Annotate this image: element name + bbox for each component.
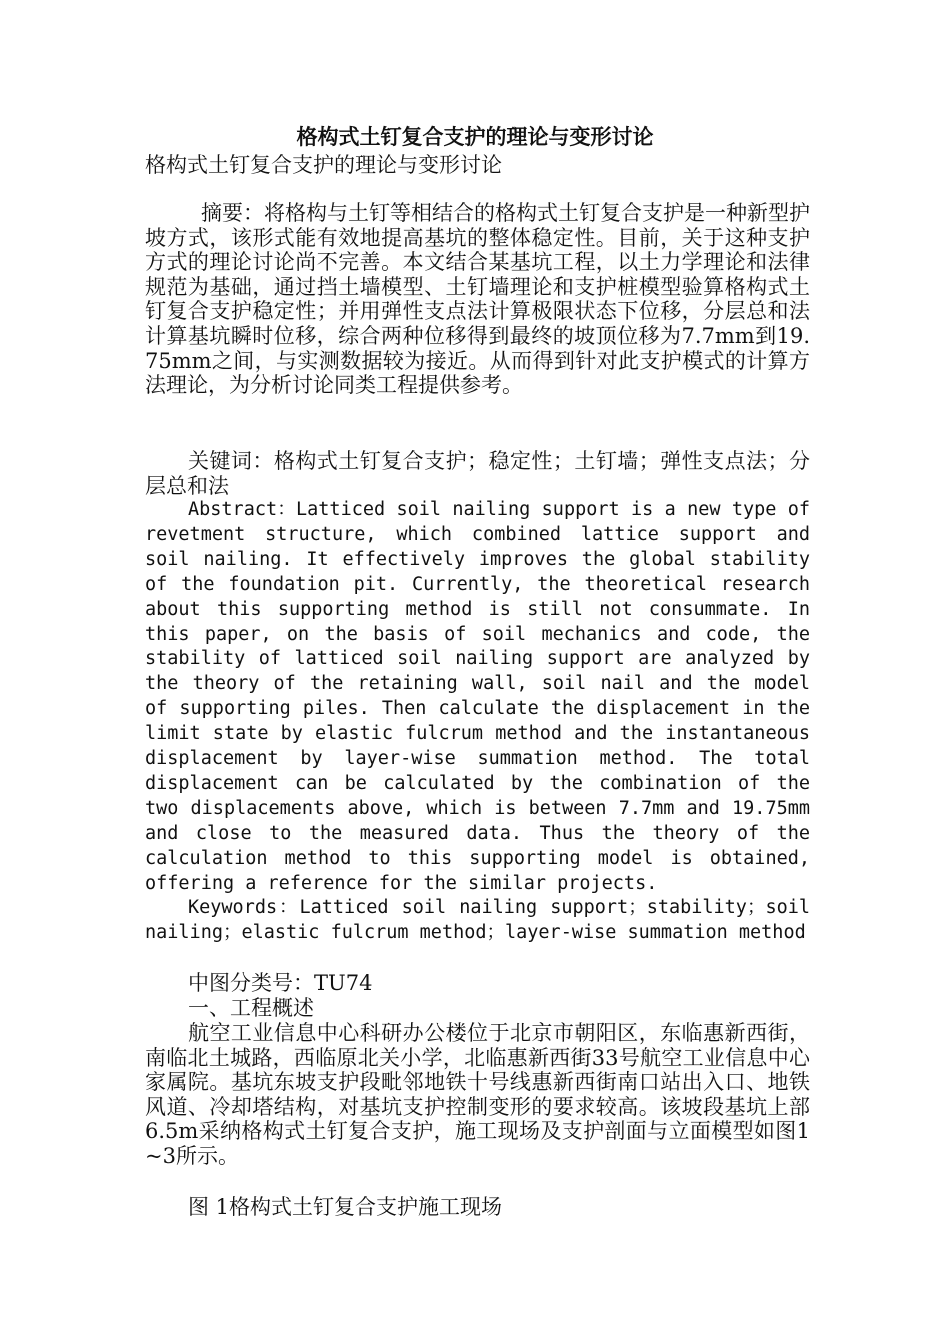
section-body: 航空工业信息中心科研办公楼位于北京市朝阳区，东临惠新西街，南临北土城路，西临原北关小学，北临惠新西街33号航空工业信息中心家属院。基坑东坡支护段毗邻地铁十号线惠新西街南口站出入口、地铁风道、冷却塔结构，对基坑支护控制变形的要求较高。该坡段基坑上部6.5m采纳格构式土钉复合支护，施工现场及支护剖面与立面模型如图1~3所示。 <box>145 1021 810 1168</box>
clc-number: 中图分类号：TU74 <box>188 971 373 995</box>
keywords-chinese: 关键词：格构式土钉复合支护；稳定性；土钉墙；弹性支点法；分层总和法 <box>145 449 810 498</box>
document-subtitle: 格构式土钉复合支护的理论与变形讨论 <box>145 153 502 177</box>
abstract-english: Abstract：Latticed soil nailing support is a new type of revetment structure, which combined lattice support and soil nailing. It effectively improves the global stability of the foundation pit. Currently, the theoretical research about this supporting method is still not consummate. In this paper, on the basis of soil mechanics and code, the stability of latticed soil nailing support are analyzed by the theory of the retaining wall, soil nail and the model of supporting piles. Then calculate the displacement in the limit state by elastic fulcrum method and the instantaneous displacement by layer-wise summation method. The total displacement can be calculated by the combination of the two displacements above, which is between 7.7mm and 19.75mm and close to the measured data. Thus the theory of the calculation method to this supporting model is obtained, offering a reference for the similar projects. <box>145 499 810 894</box>
abstract-chinese: 摘要：将格构与土钉等相结合的格构式土钉复合支护是一种新型护坡方式，该形式能有效地提高基坑的整体稳定性。目前，关于这种支护方式的理论讨论尚不完善。本文结合某基坑工程，以土力学理论和法律规范为基础，通过挡土墙模型、土钉墙理论和支护桩模型验算格构式土钉复合支护稳定性；并用弹性支点法计算极限状态下位移，分层总和法计算基坑瞬时位移，综合两种位移得到最终的坡顶位移为7.7mm到19.75mm之间，与实测数据较为接近。从而得到针对此支护模式的计算方法理论，为分析讨论同类工程提供参考。 <box>145 201 810 398</box>
section-heading: 一、工程概述 <box>188 996 314 1020</box>
document-title: 格构式土钉复合支护的理论与变形讨论 <box>296 124 654 149</box>
figure-caption: 图 1格构式土钉复合支护施工现场 <box>188 1195 503 1219</box>
keywords-english: Keywords：Latticed soil nailing support；stability；soil nailing；elastic fulcrum method；layer-wise summation method <box>145 897 810 943</box>
